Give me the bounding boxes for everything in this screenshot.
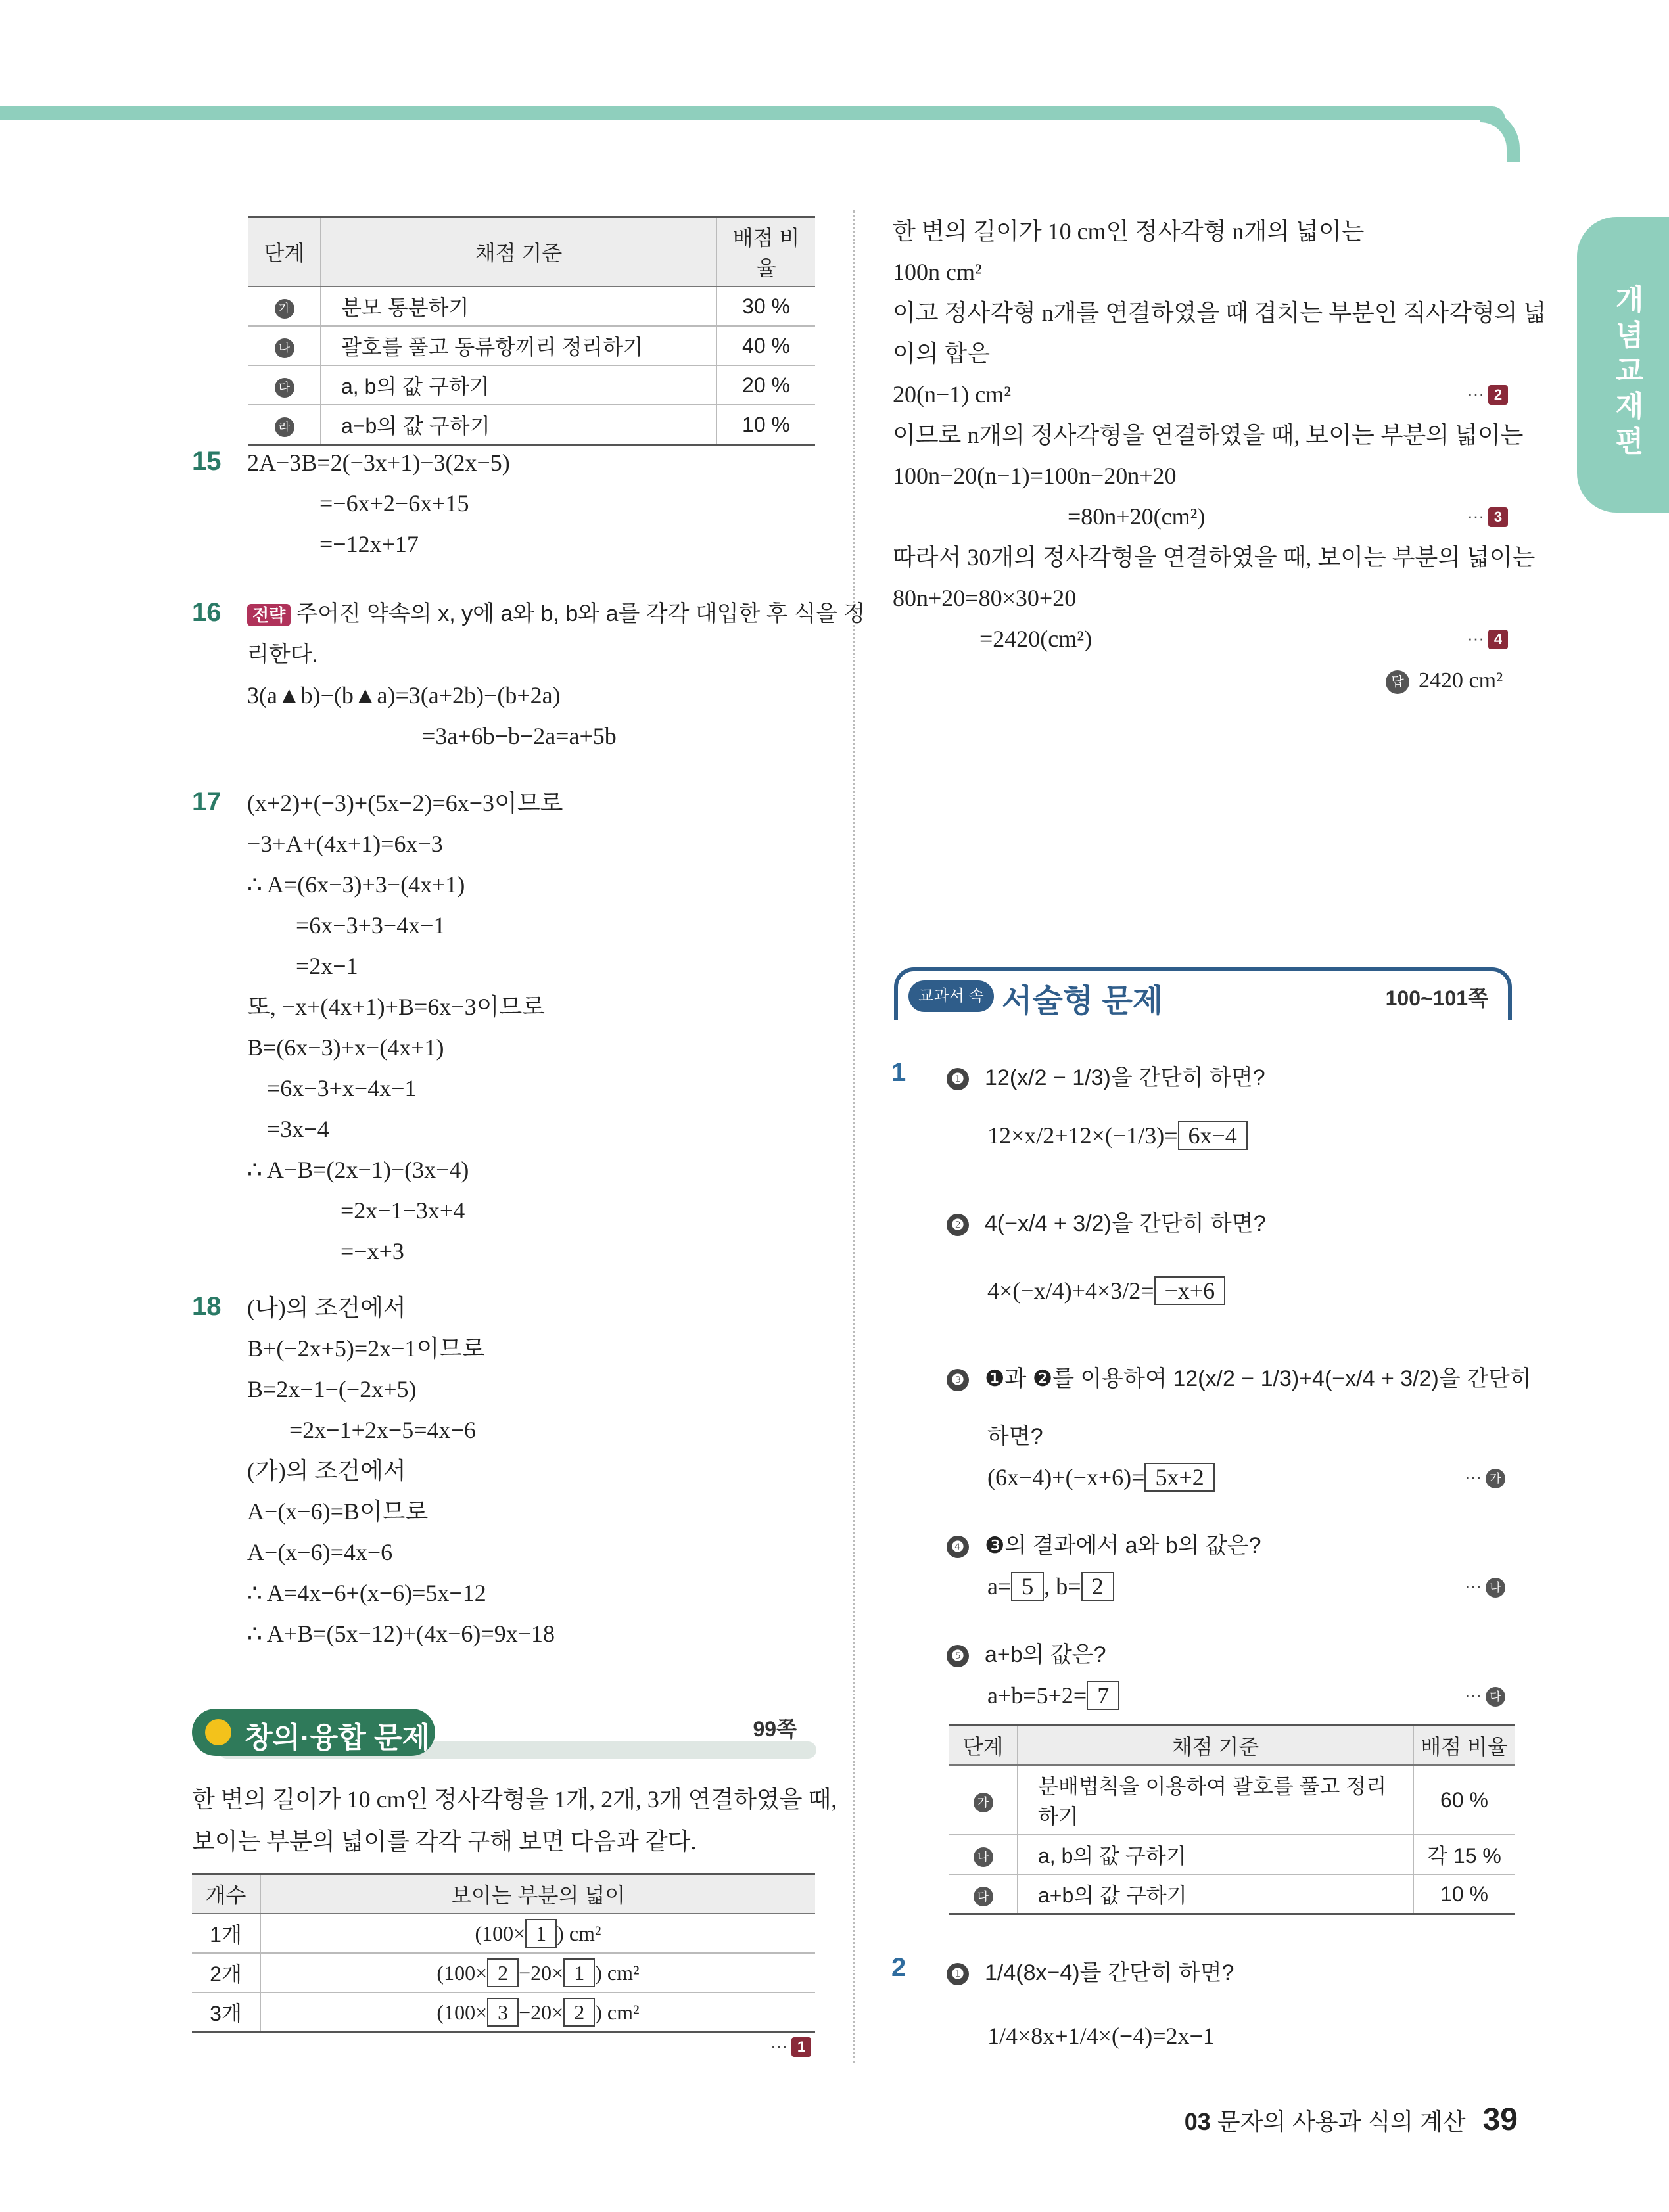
step-tag: ··· 다 [1465,1685,1505,1707]
ratio: 10 % [717,405,815,445]
count: 3개 [192,1993,260,2033]
step-number: 1 [791,2037,811,2057]
solution-line: 한 변의 길이가 10 cm인 정사각형 n개의 넓이는 [893,218,1365,244]
sub-question-text: ❸의 결과에서 a와 b의 값은? [985,1533,1261,1558]
solution-line: (나)의 조건에서 [247,1295,406,1321]
stage-mark: 가 [275,299,294,319]
step-tag: ··· 가 [1465,1467,1505,1488]
solution-line: 20(n−1) cm² [893,381,1012,407]
expr-part: ) cm² [595,1961,640,1985]
solution-line: ∴ A=(6x−3)+3−(4x+1) [247,871,465,898]
blank-box: 3 [487,1998,519,2027]
table-header: 개수 [192,1874,260,1914]
table-row [949,1765,1515,1835]
solution-line: (x+2)+(−3)+(5x−2)=6x−3이므로 [247,790,563,816]
solution-line: 이고 정사각형 n개를 연결하였을 때 겹치는 부분인 직사각형의 넓 [893,300,1547,326]
criterion: 분모 통분하기 [321,287,717,326]
step-tag: ··· 3 [1467,506,1508,527]
table-row [949,1874,1515,1914]
expr-part: −20× [519,1961,564,1985]
stage-mark: 다 [1486,1687,1505,1707]
problem-number-16: 16 [192,598,222,627]
section-banner-creative [192,1709,816,1759]
sub-question-text: 4(−x/4 + 3/2)을 간단히 하면? [985,1211,1266,1236]
answer-box: 6x−4 [1178,1121,1248,1150]
strategy-line [247,598,865,631]
sub-question [947,1957,1234,1989]
sub-question-text: 하면? [987,1424,1043,1449]
table-row [248,287,815,326]
sub-question [947,1363,1532,1394]
top-decor-bar-tail [1480,109,1520,162]
criterion: a, b의 값 구하기 [1018,1835,1413,1874]
column-divider [853,210,855,2063]
stage-mark: 나 [275,338,294,358]
stage-mark: 가 [1486,1469,1505,1488]
scoring-table-2 [949,1724,1515,1915]
table-row [248,365,815,405]
step-tag: ··· 나 [1465,1576,1505,1598]
expr-part: −20× [519,2000,564,2024]
ratio: 40 % [717,326,815,365]
solution-line: B=(6x−3)+x−(4x+1) [247,1034,444,1061]
lightbulb-icon [205,1719,231,1745]
criterion: a+b의 값 구하기 [1018,1874,1413,1914]
step-marker: ❶ [947,1068,969,1090]
sub-answer [987,1462,1215,1493]
sub-question [947,1208,1266,1239]
sub-answer [987,1120,1248,1151]
expr-part: , b= [1044,1573,1081,1600]
table-header: 배점 비율 [717,217,815,287]
solution-line: B+(−2x+5)=2x−1이므로 [247,1335,485,1362]
expr-part: (100× [436,1961,488,1985]
question-number-2: 2 [891,1953,906,1982]
step-number: 3 [1488,507,1508,527]
step-tag: ··· 2 [1467,384,1508,405]
sub-question-text: 12(x/2 − 1/3)을 간단히 하면? [985,1065,1265,1090]
table-row [192,1953,815,1993]
answer-box: 7 [1087,1681,1119,1710]
sub-question [947,1062,1265,1094]
solution-line: A−(x−6)=4x−6 [247,1539,393,1565]
section-title: 서술형 문제 [1002,984,1164,1019]
solution-line: =3x−4 [267,1116,329,1142]
step-tag: ··· 4 [1467,628,1508,649]
sub-question-text: 1/4(8x−4)를 간단히 하면? [985,1960,1234,1985]
solution-line: 이므로 n개의 정사각형을 연결하였을 때, 보이는 부분의 넓이는 [893,422,1524,448]
sub-answer [987,1571,1114,1602]
section-badge: 교과서 속 [908,980,994,1012]
solution-line: =2x−1 [296,953,358,979]
criterion: a−b의 값 구하기 [321,405,717,445]
table-row [248,326,815,365]
solution-line: =80n+20(cm²) [1068,503,1206,530]
area-table [192,1873,815,2033]
sub-question [947,1530,1261,1561]
expr-part: a= [987,1573,1012,1600]
table-header: 배점 비율 [1413,1726,1515,1766]
step-marker: ❶ [947,1963,969,1985]
solution-line: 이의 합은 [893,340,991,367]
solution-line: 2A−3B=2(−3x+1)−3(2x−5) [247,449,510,476]
expr-part: 12×x/2+12×(−1/3)= [987,1122,1178,1149]
expr-part: (100× [475,1922,526,1945]
answer-box: 5 [1011,1572,1044,1601]
expr-part: a+b=5+2= [987,1682,1087,1709]
answer-box: −x+6 [1154,1276,1226,1305]
sub-answer [987,1275,1225,1306]
scoring-table-1 [248,216,815,446]
problem-number-18: 18 [192,1292,222,1321]
solution-line: 따라서 30개의 정사각형을 연결하였을 때, 보이는 부분의 넓이는 [893,544,1536,570]
table-row [192,1993,815,2033]
section-banner-descriptive [894,967,1512,1020]
stage-mark: 다 [974,1887,993,1906]
step-marker: ❸ [947,1369,969,1391]
solution-line: 100n cm² [893,259,982,285]
sub-answer [987,1680,1119,1711]
ratio: 30 % [717,287,815,326]
answer-icon: 답 [1386,670,1409,694]
count: 2개 [192,1953,260,1993]
answer-box: 5x+2 [1144,1463,1214,1492]
blank-box: 2 [487,1958,519,1987]
table-header: 채점 기준 [1018,1726,1413,1766]
stage-mark: 나 [1486,1578,1505,1598]
blank-box: 2 [563,1998,595,2027]
sub-question [947,1639,1106,1671]
criterion: 분배법칙을 이용하여 괄호를 풀고 정리하기 [1018,1765,1413,1835]
section-title: 창의·융합 문제 [245,1722,430,1754]
answer-box: 2 [1081,1572,1114,1601]
ratio: 10 % [1413,1874,1515,1914]
expr-part: 4×(−x/4)+4×3/2= [987,1278,1154,1304]
table-row [949,1835,1515,1874]
blank-box: 1 [563,1958,595,1987]
blank-box: 1 [525,1919,557,1948]
step-marker: ❺ [947,1645,969,1667]
table-row [248,405,815,445]
solution-line: ∴ A=4x−6+(x−6)=5x−12 [247,1580,486,1606]
chapter-number: 03 [1184,2108,1211,2135]
solution-line: =2x−1+2x−5=4x−6 [289,1417,476,1443]
step-marker: ❹ [947,1536,969,1558]
solution-line: =−12x+17 [319,531,419,557]
solution-line: =6x−3+x−4x−1 [267,1075,417,1101]
sub-question-text: ❶과 ❷를 이용하여 12(x/2 − 1/3)+4(−x/4 + 3/2)을 간단히 [985,1366,1532,1391]
sub-answer: 1/4×8x+1/4×(−4)=2x−1 [987,2023,1215,2049]
side-tab-label: 개념교재편 [1615,284,1644,458]
solution-line: ∴ A−B=(2x−1)−(3x−4) [247,1157,469,1183]
top-decor-bar [0,106,1505,120]
intro-line: 보이는 부분의 넓이를 각각 구해 보면 다음과 같다. [192,1828,697,1855]
solution-line: 100n−20(n−1)=100n−20n+20 [893,463,1177,489]
problem-number-17: 17 [192,787,222,816]
expr-part: ) cm² [595,2000,640,2024]
chapter-title: 문자의 사용과 식의 계산 [1217,2108,1466,2135]
page-number: 39 [1482,2102,1518,2137]
answer-value: 2420 cm² [1419,668,1503,693]
table-header: 채점 기준 [321,217,717,287]
solution-line: 또, −x+(4x+1)+B=6x−3이므로 [247,994,545,1020]
question-number-1: 1 [891,1058,906,1087]
step-tag: ··· 1 [770,2036,811,2057]
step-marker: ❷ [947,1214,969,1236]
solution-line: B=2x−1−(−2x+5) [247,1376,417,1402]
page-footer [1185,2102,1518,2138]
intro-line: 한 변의 길이가 10 cm인 정사각형을 1개, 2개, 3개 연결하였을 때, [192,1786,837,1812]
strategy-text: 주어진 약속의 x, y에 a와 b, b와 a를 각각 대입한 후 식을 정 [296,601,866,626]
section-page: 100~101쪽 [1385,986,1488,1010]
table-header: 단계 [248,217,321,287]
step-number: 2 [1488,385,1508,405]
solution-line: =−6x+2−6x+15 [319,490,469,517]
strategy-text: 리한다. [247,642,318,667]
problem-number-15: 15 [192,447,222,476]
ratio: 60 % [1413,1765,1515,1835]
solution-line: =2420(cm²) [979,626,1093,652]
stage-mark: 라 [275,417,294,437]
solution-line: 3(a▲b)−(b▲a)=3(a+2b)−(b+2a) [247,682,561,708]
solution-line: (가)의 조건에서 [247,1458,406,1484]
expr-part: ) cm² [557,1922,601,1945]
count: 1개 [192,1914,260,1953]
table-header: 보이는 부분의 넓이 [260,1874,815,1914]
solution-line: −3+A+(4x+1)=6x−3 [247,831,443,857]
solution-line: ∴ A+B=(5x−12)+(4x−6)=9x−18 [247,1621,555,1647]
criterion: a, b의 값 구하기 [321,365,717,405]
stage-mark: 다 [275,378,294,398]
solution-line: =2x−1−3x+4 [341,1197,465,1224]
answer-line [1386,665,1503,697]
ratio: 20 % [717,365,815,405]
section-page: 99쪽 [753,1717,797,1741]
solution-line: =−x+3 [341,1238,404,1264]
strategy-keyword: 전략 [247,604,291,626]
sub-question-text: a+b의 값은? [985,1642,1106,1667]
stage-mark: 나 [974,1847,993,1867]
solution-line: =6x−3+3−4x−1 [296,912,446,938]
ratio: 각 15 % [1413,1835,1515,1874]
solution-line: =3a+6b−b−2a=a+5b [422,723,617,749]
table-header: 단계 [949,1726,1018,1766]
expr-part: (6x−4)+(−x+6)= [987,1464,1145,1490]
table-row [192,1914,815,1953]
step-number: 4 [1488,630,1508,649]
solution-line: A−(x−6)=B이므로 [247,1498,429,1525]
stage-mark: 가 [974,1793,993,1812]
criterion: 괄호를 풀고 동류항끼리 정리하기 [321,326,717,365]
solution-line: 80n+20=80×30+20 [893,585,1077,611]
expr-part: (100× [436,2000,488,2024]
